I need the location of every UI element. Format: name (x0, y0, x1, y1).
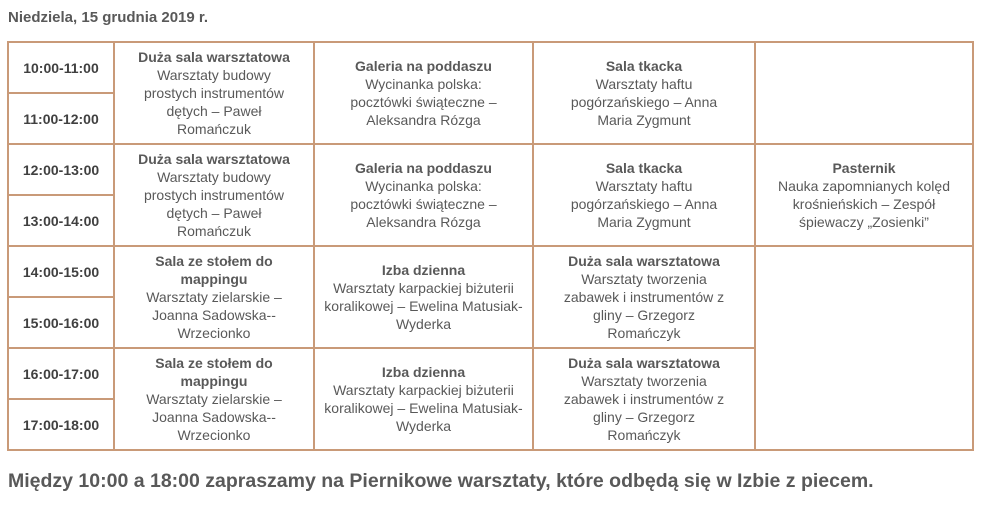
workshop-cell (314, 348, 533, 450)
workshop-cell (533, 348, 755, 450)
workshop-cell (533, 42, 755, 144)
workshop-cell (314, 144, 533, 246)
room-name: Galeria na poddaszu (355, 58, 492, 74)
workshop-description: Warsztaty haftu pogórzańskiego – Anna Maria Zygmunt (570, 76, 718, 128)
workshop-cell (114, 246, 314, 348)
time-slot: 15:00-16:00 (8, 297, 114, 348)
room-name: Galeria na poddaszu (355, 160, 492, 176)
footer-note: Między 10:00 a 18:00 zapraszamy na Piernikowe warsztaty, które odbędą się w Izbie z piecem. (8, 470, 874, 492)
room-name: Sala tkacka (605, 58, 683, 74)
table-row (8, 144, 973, 195)
workshop-cell (114, 348, 314, 450)
table-row (8, 246, 973, 297)
room-name: Sala tkacka (605, 160, 683, 176)
workshop-description: Warsztaty tworzenia zabawek i instrumentów z gliny – Grzegorz Romańczyk (563, 373, 725, 443)
workshop-description: Warsztaty budowy prostych instrumentów dętych – Paweł Romańczuk (143, 67, 285, 137)
empty-cell (755, 246, 973, 450)
room-name: Sala ze stołem do mappingu (155, 355, 273, 389)
time-slot: 13:00-14:00 (8, 195, 114, 246)
time-slot: 12:00-13:00 (8, 144, 114, 195)
room-name: Duża sala warsztatowa (138, 49, 290, 65)
workshop-description: Warsztaty tworzenia zabawek i instrumentów z gliny – Grzegorz Romańczyk (563, 271, 725, 341)
room-name: Pasternik (832, 160, 896, 176)
workshop-cell (533, 144, 755, 246)
workshop-cell (314, 246, 533, 348)
time-slot: 16:00-17:00 (8, 348, 114, 399)
workshop-cell (314, 42, 533, 144)
table-row (8, 42, 973, 93)
room-name: Duża sala warsztatowa (568, 355, 720, 371)
workshop-description: Nauka zapomnianych kolęd krośnieńskich – Zespół śpiewaczy „Zosienki” (778, 178, 950, 230)
workshop-description: Warsztaty zielarskie – Joanna Sadowska--Wrzecionko (146, 391, 282, 443)
page-title: Niedziela, 15 grudnia 2019 r. (8, 9, 209, 26)
room-name: Sala ze stołem do mappingu (155, 253, 273, 287)
workshop-description: Wycinanka polska: pocztówki świąteczne – Aleksandra Rózga (350, 178, 497, 230)
room-name: Duża sala warsztatowa (568, 253, 720, 269)
schedule-table (7, 41, 974, 451)
workshop-cell (114, 144, 314, 246)
workshop-description: Warsztaty karpackiej biżuterii koralikowej – Ewelina Matusiak-Wyderka (324, 382, 523, 434)
workshop-cell (533, 246, 755, 348)
workshop-cell (755, 144, 973, 246)
workshop-description: Warsztaty karpackiej biżuterii koralikowej – Ewelina Matusiak-Wyderka (324, 280, 523, 332)
room-name: Izba dzienna (381, 364, 466, 380)
workshop-cell (114, 42, 314, 144)
workshop-description: Warsztaty haftu pogórzańskiego – Anna Maria Zygmunt (570, 178, 718, 230)
time-slot: 17:00-18:00 (8, 399, 114, 450)
time-slot: 10:00-11:00 (8, 42, 114, 93)
time-slot: 14:00-15:00 (8, 246, 114, 297)
room-name: Izba dzienna (381, 262, 466, 278)
room-name: Duża sala warsztatowa (138, 151, 290, 167)
workshop-description: Warsztaty budowy prostych instrumentów dętych – Paweł Romańczuk (143, 169, 285, 239)
time-slot: 11:00-12:00 (8, 93, 114, 144)
empty-cell (755, 42, 973, 144)
workshop-description: Wycinanka polska: pocztówki świąteczne – Aleksandra Rózga (350, 76, 497, 128)
workshop-description: Warsztaty zielarskie – Joanna Sadowska--Wrzecionko (146, 289, 282, 341)
